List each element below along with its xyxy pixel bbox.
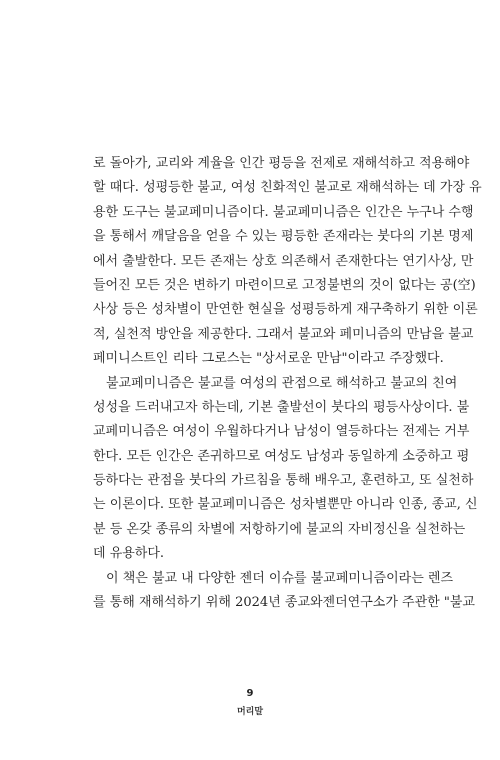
text-line: 적, 실천적 방안을 제공한다. 그래서 불교와 페미니즘의 만남을 불교 [93, 326, 474, 342]
text-line: 용한 도구는 불교페미니즘이다. 불교페미니즘은 인간은 누구나 수행 [93, 204, 474, 220]
text-line: 페미니스트인 리타 그로스는 "상서로운 만남"이라고 주장했다. [93, 351, 444, 367]
body-text [93, 152, 482, 615]
text-line: 교페미니즘은 여성이 우월하다거나 남성이 열등하다는 전제는 거부 [93, 424, 470, 440]
page-number: 9 [246, 688, 254, 699]
text-line: 할 때다. 성평등한 불교, 여성 친화적인 불교로 재해석하는 데 가장 유 [93, 180, 482, 196]
text-line: 에서 출발한다. 모든 존재는 상호 의존해서 존재한다는 연기사상, 만 [93, 253, 474, 269]
text-line: 이 책은 불교 내 다양한 젠더 이슈를 불교페미니즘이라는 렌즈 [106, 570, 454, 586]
text-line: 사상 등은 성차별이 만연한 현실을 성평등하게 재구축하기 위한 이론 [93, 302, 478, 318]
text-line: 한다. 모든 인간은 존귀하므로 여성도 남성과 동일하게 소중하고 평 [93, 448, 470, 464]
text-line: 을 통해서 깨달음을 얻을 수 있는 평등한 존재라는 붓다의 기본 명제 [93, 229, 474, 245]
text-line: 불교페미니즘은 불교를 여성의 관점으로 해석하고 불교의 친여 [106, 375, 458, 391]
text-line: 성성을 드러내고자 하는데, 기본 출발선이 붓다의 평등사상이다. 불 [93, 399, 470, 415]
text-line: 로 돌아가, 교리와 계율을 인간 평등을 전제로 재해석하고 적용해야 [93, 156, 470, 171]
text-line: 데 유용하다. [93, 546, 165, 562]
text-line: 는 이론이다. 또한 불교페미니즘은 성차별뿐만 아니라 인종, 종교, 신 [93, 497, 478, 513]
text-line: 분 등 온갖 종류의 차별에 저항하기에 불교의 자비정신을 실천하는 [93, 521, 466, 537]
text-line: 들어진 모든 것은 변하기 마련이므로 고정불변의 것이 없다는 공(空) [93, 277, 476, 293]
text-line: 등하다는 관점을 붓다의 가르침을 통해 배우고, 훈련하고, 또 실천하 [93, 473, 474, 489]
text-line: 를 통해 재해석하기 위해 2024년 종교와젠더연구소가 주관한 "불교 [93, 595, 475, 611]
running-footer: 머리말 [236, 707, 264, 717]
